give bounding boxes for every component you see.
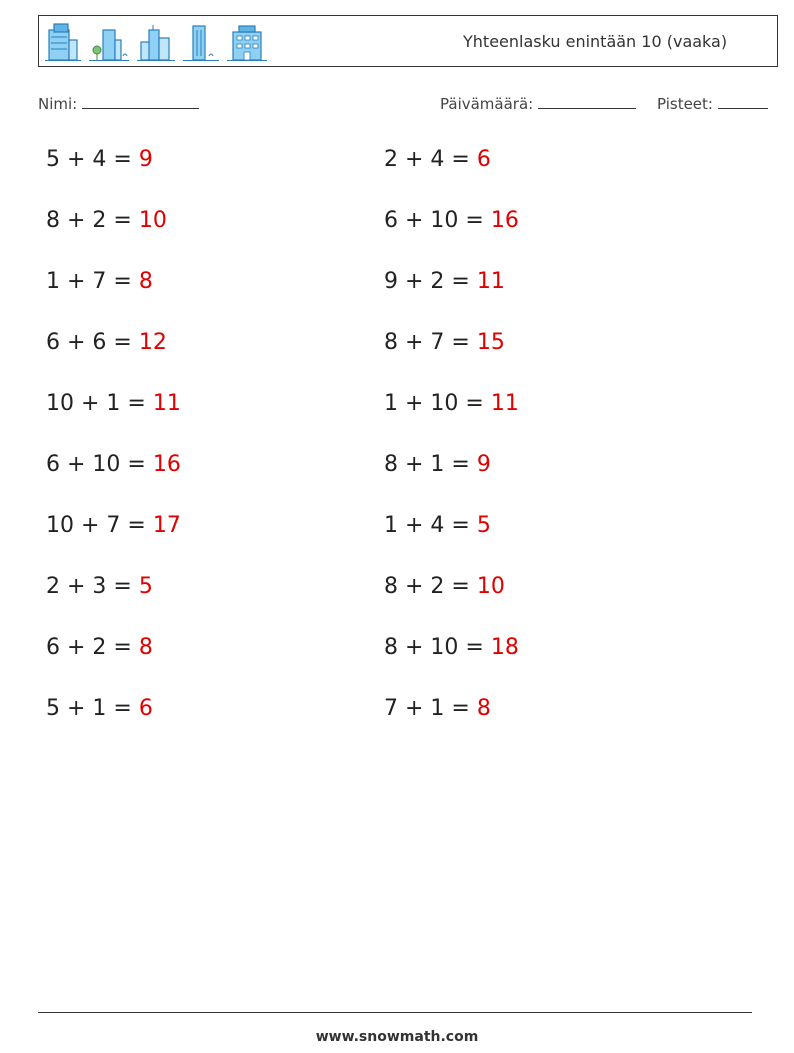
problem-question: 8 + 2 = (46, 208, 132, 233)
problem-row (384, 208, 519, 233)
footer-url[interactable]: www.snowmath.com (315, 1029, 479, 1045)
problem-question: 8 + 1 = (384, 452, 470, 477)
problem-question: 6 + 2 = (46, 635, 132, 660)
problem-row (46, 574, 153, 599)
problem-answer: 16 (152, 452, 181, 477)
problem-question: 6 + 6 = (46, 330, 132, 355)
problem-answer: 5 (138, 574, 153, 599)
problem-answer: 8 (138, 269, 153, 294)
problem-row (46, 147, 153, 172)
problem-question: 10 + 1 = (46, 391, 146, 416)
problem-question: 5 + 4 = (46, 147, 132, 172)
problem-question: 8 + 7 = (384, 330, 470, 355)
problem-answer: 5 (476, 513, 491, 538)
building-with-tree-icon (89, 22, 129, 62)
header-box (38, 15, 778, 67)
problem-answer: 8 (476, 696, 491, 721)
problem-answer: 11 (152, 391, 181, 416)
problem-answer: 11 (476, 269, 505, 294)
problem-row (384, 696, 491, 721)
problem-question: 10 + 7 = (46, 513, 146, 538)
date-label: Päivämäärä: (440, 95, 534, 113)
problem-question: 6 + 10 = (384, 208, 484, 233)
problem-answer: 6 (138, 696, 153, 721)
problem-answer: 17 (152, 513, 181, 538)
problem-answer: 12 (138, 330, 167, 355)
problem-answer: 8 (138, 635, 153, 660)
apartment-building-icon (227, 22, 267, 62)
problem-row (46, 635, 153, 660)
office-building-icon (45, 22, 81, 62)
problem-answer: 6 (476, 147, 491, 172)
problem-question: 2 + 3 = (46, 574, 132, 599)
problem-question: 2 + 4 = (384, 147, 470, 172)
problem-row (384, 513, 491, 538)
problem-row (384, 635, 519, 660)
problem-row (46, 269, 153, 294)
problem-question: 9 + 2 = (384, 269, 470, 294)
problem-question: 7 + 1 = (384, 696, 470, 721)
problem-row (46, 513, 181, 538)
problem-question: 1 + 4 = (384, 513, 470, 538)
problem-row (384, 269, 505, 294)
problem-row (46, 696, 153, 721)
problem-answer: 16 (490, 208, 519, 233)
problem-row (384, 391, 519, 416)
problem-answer: 11 (490, 391, 519, 416)
worksheet-title: Yhteenlasku enintään 10 (vaaka) (463, 32, 728, 51)
name-label: Nimi: (38, 95, 78, 113)
name-blank[interactable] (82, 94, 199, 109)
problem-row (46, 330, 167, 355)
problem-row (384, 574, 505, 599)
problem-row (46, 452, 181, 477)
problem-answer: 10 (476, 574, 505, 599)
date-blank[interactable] (538, 94, 636, 109)
problem-answer: 18 (490, 635, 519, 660)
problem-question: 1 + 10 = (384, 391, 484, 416)
problem-question: 1 + 7 = (46, 269, 132, 294)
problem-row (46, 391, 181, 416)
problem-question: 8 + 2 = (384, 574, 470, 599)
problem-answer: 15 (476, 330, 505, 355)
problem-answer: 10 (138, 208, 167, 233)
problem-row (384, 452, 491, 477)
date-field[interactable] (440, 94, 636, 113)
tower-icon (183, 22, 219, 62)
city-buildings-icon (137, 22, 175, 62)
problem-question: 6 + 10 = (46, 452, 146, 477)
problem-row (384, 330, 505, 355)
problem-question: 8 + 10 = (384, 635, 484, 660)
footer-divider (38, 1012, 752, 1013)
score-label: Pisteet: (657, 95, 713, 113)
name-field[interactable] (38, 94, 199, 113)
problem-row (46, 208, 167, 233)
problem-question: 5 + 1 = (46, 696, 132, 721)
score-field[interactable] (657, 94, 768, 113)
score-blank[interactable] (718, 94, 768, 109)
problem-row (384, 147, 491, 172)
problem-answer: 9 (138, 147, 153, 172)
problem-answer: 9 (476, 452, 491, 477)
header-icons (45, 22, 267, 62)
